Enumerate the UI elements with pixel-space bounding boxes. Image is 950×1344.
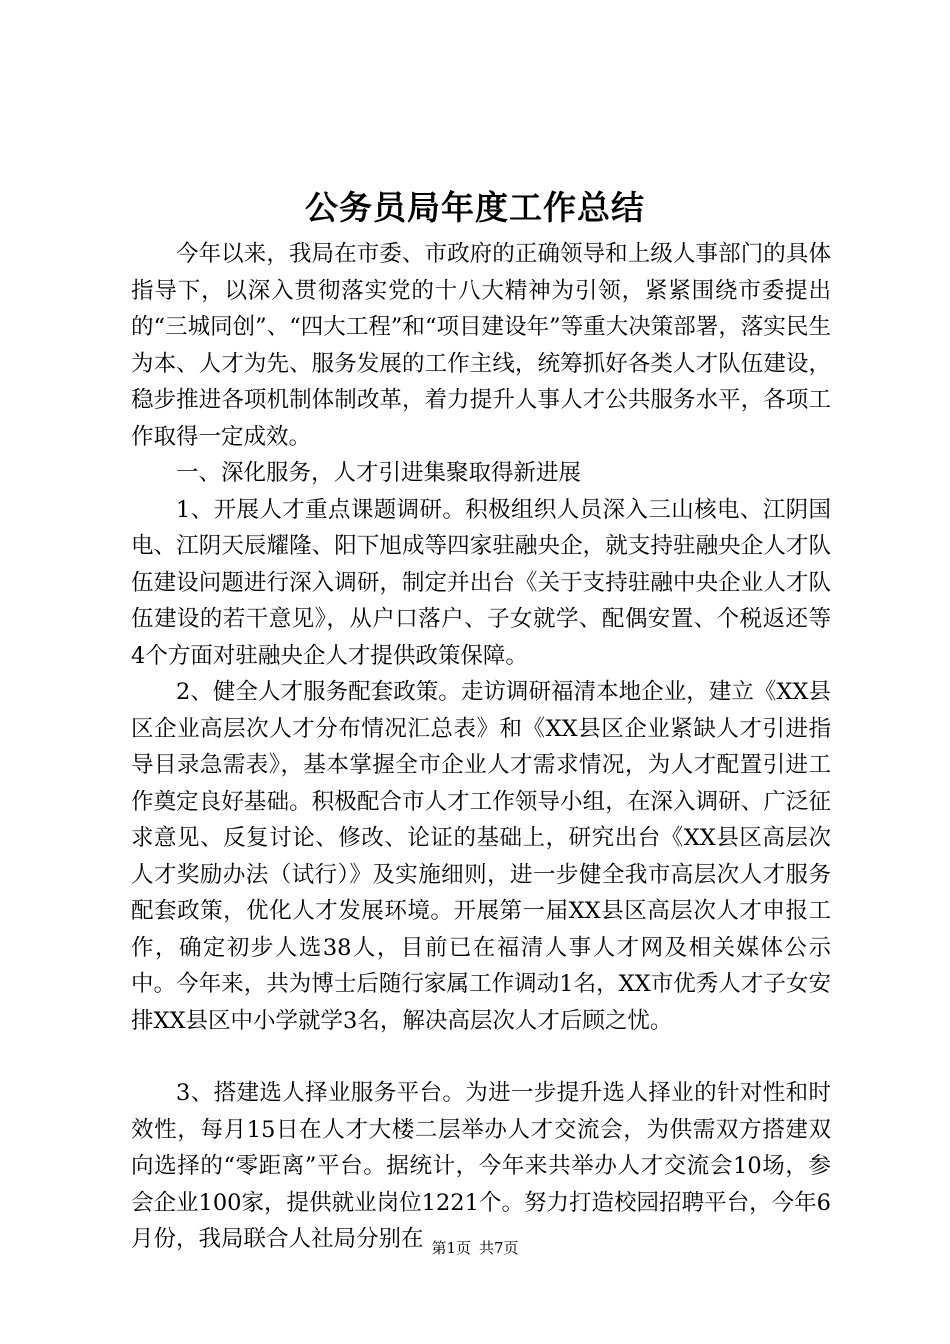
paragraph-item-2: 2、健全人才服务配套政策。走访调研福清本地企业，建立《XX县区企业高层次人才分布情况汇总表》和《XX县区企业紧缺人才引进指导目录急需表》，基本掌握全市企业人才需求情况，为人才配置引进工作奠定良好基础。积极配合市人才工作领导小组，在深入调研、广泛征求意见、反复讨论、修改、论证的基础上，研究出台《XX县区高层次人才奖励办法（试行）》及实施细则，进一步健全我市高层次人才服务配套政策，优化人才发展环境。开展第一届XX县区高层次人才申报工作，确定初步人选38人，目前已在福清人事人才网及相关媒体公示中。今年来，共为博士后随行家属工作调动1名，XX市优秀人才子女安排XX县区中小学就学3名，解决高层次人才后顾之忧。: [131, 679, 831, 1034]
paragraph-intro: 今年以来，我局在市委、市政府的正确领导和上级人事部门的具体指导下，以深入贯彻落实党的十八大精神为引领，紧紧围绕市委提出的“三城同创”、“四大工程”和“项目建设年”等重大决策部署，落实民生为本、人才为先、服务发展的工作主线，统筹抓好各类人才队伍建设，稳步推进各项机制体制改革，着力提升人事人才公共服务水平，各项工作取得一定成效。: [131, 241, 831, 450]
page-number-total: 共7页: [479, 1239, 519, 1257]
page-footer: [0, 1238, 950, 1258]
paragraph-item-3: 3、搭建选人择业服务平台。为进一步提升选人择业的针对性和时效性，每月15日在人才大楼二层举办人才交流会，为供需双方搭建双向选择的“零距离”平台。据统计，今年来共举办人才交流会10场，参会企业100家，提供就业岗位1221个。努力打造校园招聘平台，今年6月份，我局联合人社局分别在: [131, 1080, 831, 1252]
section-heading-1: 一、深化服务，人才引进集聚取得新进展: [176, 460, 582, 486]
document-title: 公务员局年度工作总结: [305, 188, 645, 227]
paragraph-item-1: 1、开展人才重点课题调研。积极组织人员深入三山核电、江阴国电、江阴天辰耀隆、阳下旭成等四家驻融央企，就支持驻融央企人才队伍建设问题进行深入调研，制定并出台《关于支持驻融中央企业人才队伍建设的若干意见》，从户口落户、子女就学、配偶安置、个税返还等4个方面对驻融央企人才提供政策保障。: [131, 496, 831, 669]
page-number-current: 第1页: [431, 1239, 471, 1257]
document-body: [131, 236, 831, 1258]
